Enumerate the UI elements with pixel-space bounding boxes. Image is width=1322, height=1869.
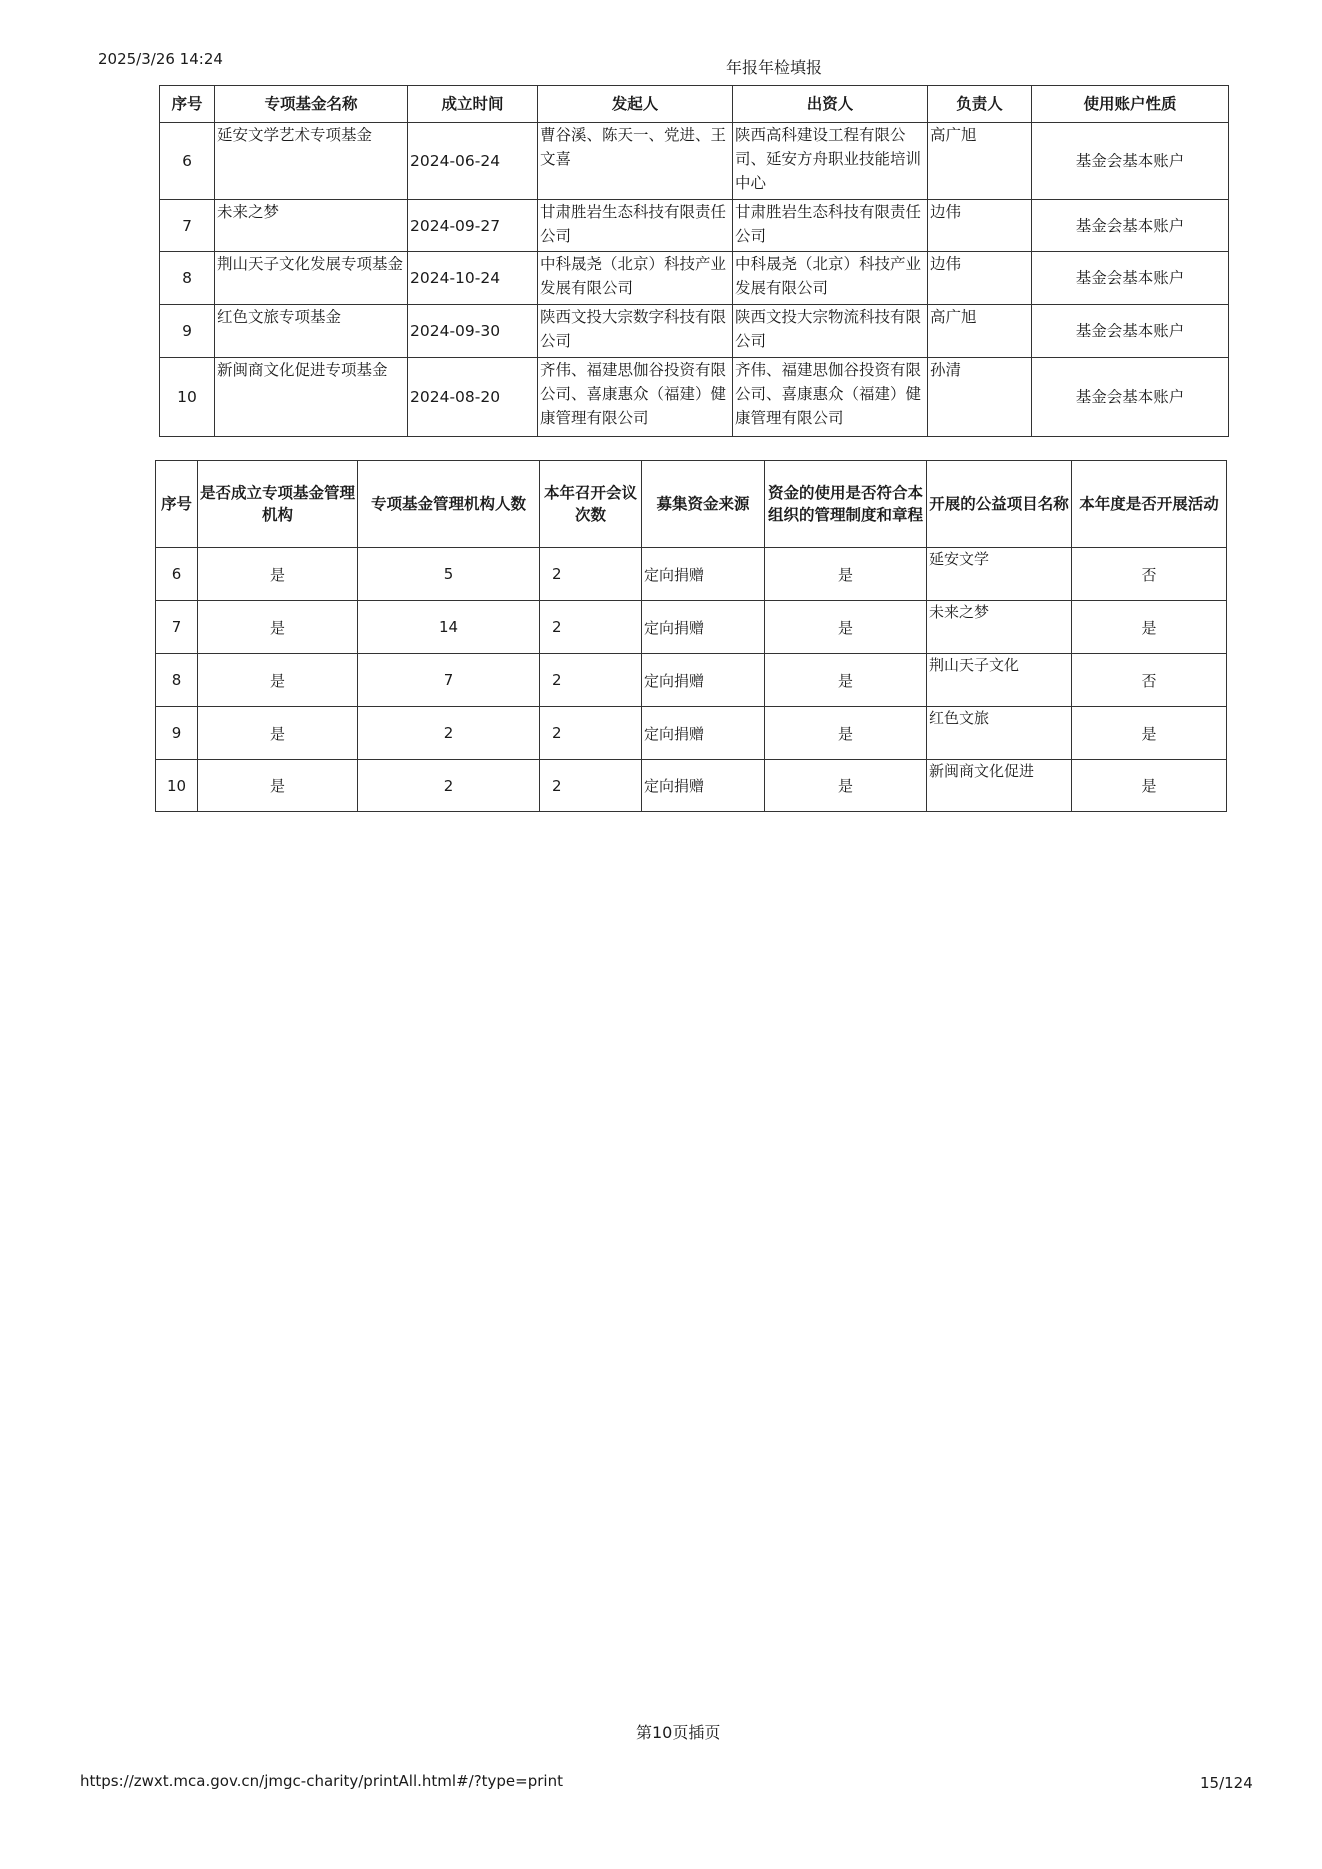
cell-project-name: 红色文旅 bbox=[927, 707, 1072, 760]
col-header: 本年召开会议次数 bbox=[540, 461, 642, 548]
col-header: 使用账户性质 bbox=[1032, 86, 1229, 123]
cell-initiator: 曹谷溪、陈天一、党进、王文喜 bbox=[538, 123, 733, 200]
table-row bbox=[160, 358, 1229, 437]
cell-compliance: 是 bbox=[765, 548, 927, 601]
col-header: 成立时间 bbox=[408, 86, 538, 123]
cell-compliance: 是 bbox=[765, 760, 927, 812]
cell-project-name: 新闽商文化促进 bbox=[927, 760, 1072, 812]
cell-fund-source: 定向捐赠 bbox=[642, 760, 765, 812]
table-header-row bbox=[156, 461, 1227, 548]
cell-account-type: 基金会基本账户 bbox=[1032, 200, 1229, 252]
col-header: 序号 bbox=[160, 86, 215, 123]
cell-fund-name: 新闽商文化促进专项基金 bbox=[215, 358, 408, 437]
cell-meetings: 2 bbox=[540, 654, 642, 707]
cell-org-members: 2 bbox=[358, 760, 540, 812]
table-row bbox=[160, 305, 1229, 358]
cell-fund-name: 延安文学艺术专项基金 bbox=[215, 123, 408, 200]
cell-manager: 孙清 bbox=[928, 358, 1032, 437]
cell-activity: 否 bbox=[1072, 654, 1227, 707]
cell-fund-name: 荆山天子文化发展专项基金 bbox=[215, 252, 408, 305]
cell-project-name: 荆山天子文化 bbox=[927, 654, 1072, 707]
cell-account-type: 基金会基本账户 bbox=[1032, 305, 1229, 358]
cell-index: 10 bbox=[160, 358, 215, 437]
cell-activity: 否 bbox=[1072, 548, 1227, 601]
cell-fund-name: 红色文旅专项基金 bbox=[215, 305, 408, 358]
cell-has-org: 是 bbox=[198, 707, 358, 760]
fund-management-table bbox=[155, 460, 1227, 812]
cell-meetings: 2 bbox=[540, 548, 642, 601]
table-row bbox=[156, 601, 1227, 654]
cell-index: 9 bbox=[156, 707, 198, 760]
cell-has-org: 是 bbox=[198, 760, 358, 812]
cell-index: 6 bbox=[160, 123, 215, 200]
cell-fund-source: 定向捐赠 bbox=[642, 707, 765, 760]
cell-fund-source: 定向捐赠 bbox=[642, 654, 765, 707]
table-row bbox=[160, 252, 1229, 305]
col-header: 负责人 bbox=[928, 86, 1032, 123]
cell-compliance: 是 bbox=[765, 601, 927, 654]
cell-funder: 甘肃胜岩生态科技有限责任公司 bbox=[733, 200, 928, 252]
cell-index: 7 bbox=[156, 601, 198, 654]
cell-date: 2024-09-30 bbox=[408, 305, 538, 358]
cell-project-name: 未来之梦 bbox=[927, 601, 1072, 654]
cell-meetings: 2 bbox=[540, 760, 642, 812]
table-row bbox=[156, 654, 1227, 707]
cell-date: 2024-10-24 bbox=[408, 252, 538, 305]
cell-meetings: 2 bbox=[540, 601, 642, 654]
page-count: 15/124 bbox=[1200, 1774, 1253, 1792]
cell-org-members: 14 bbox=[358, 601, 540, 654]
page-insert-label: 第10页插页 bbox=[636, 1723, 721, 1742]
cell-index: 10 bbox=[156, 760, 198, 812]
cell-project-name: 延安文学 bbox=[927, 548, 1072, 601]
cell-funder: 齐伟、福建思伽谷投资有限公司、喜康惠众（福建）健康管理有限公司 bbox=[733, 358, 928, 437]
cell-initiator: 齐伟、福建思伽谷投资有限公司、喜康惠众（福建）健康管理有限公司 bbox=[538, 358, 733, 437]
cell-fund-source: 定向捐赠 bbox=[642, 548, 765, 601]
cell-compliance: 是 bbox=[765, 707, 927, 760]
col-header: 开展的公益项目名称 bbox=[927, 461, 1072, 548]
table-row bbox=[156, 707, 1227, 760]
cell-manager: 高广旭 bbox=[928, 123, 1032, 200]
cell-initiator: 甘肃胜岩生态科技有限责任公司 bbox=[538, 200, 733, 252]
col-header: 是否成立专项基金管理机构 bbox=[198, 461, 358, 548]
footer-url: https://zwxt.mca.gov.cn/jmgc-charity/printAll.html#/?type=print bbox=[80, 1772, 563, 1790]
cell-compliance: 是 bbox=[765, 654, 927, 707]
cell-meetings: 2 bbox=[540, 707, 642, 760]
cell-index: 8 bbox=[156, 654, 198, 707]
cell-org-members: 2 bbox=[358, 707, 540, 760]
table-row bbox=[156, 548, 1227, 601]
cell-has-org: 是 bbox=[198, 601, 358, 654]
cell-fund-source: 定向捐赠 bbox=[642, 601, 765, 654]
cell-date: 2024-09-27 bbox=[408, 200, 538, 252]
cell-org-members: 7 bbox=[358, 654, 540, 707]
page-title: 年报年检填报 bbox=[726, 58, 823, 77]
cell-index: 6 bbox=[156, 548, 198, 601]
cell-manager: 高广旭 bbox=[928, 305, 1032, 358]
col-header: 募集资金来源 bbox=[642, 461, 765, 548]
cell-funder: 陕西高科建设工程有限公司、延安方舟职业技能培训中心 bbox=[733, 123, 928, 200]
cell-date: 2024-06-24 bbox=[408, 123, 538, 200]
col-header: 序号 bbox=[156, 461, 198, 548]
cell-initiator: 陕西文投大宗数字科技有限公司 bbox=[538, 305, 733, 358]
col-header: 专项基金名称 bbox=[215, 86, 408, 123]
col-header: 出资人 bbox=[733, 86, 928, 123]
cell-has-org: 是 bbox=[198, 654, 358, 707]
cell-funder: 中科晟尧（北京）科技产业发展有限公司 bbox=[733, 252, 928, 305]
cell-date: 2024-08-20 bbox=[408, 358, 538, 437]
table-row bbox=[160, 123, 1229, 200]
cell-index: 9 bbox=[160, 305, 215, 358]
cell-fund-name: 未来之梦 bbox=[215, 200, 408, 252]
cell-account-type: 基金会基本账户 bbox=[1032, 123, 1229, 200]
cell-org-members: 5 bbox=[358, 548, 540, 601]
cell-account-type: 基金会基本账户 bbox=[1032, 358, 1229, 437]
col-header: 资金的使用是否符合本组织的管理制度和章程 bbox=[765, 461, 927, 548]
table-header-row bbox=[160, 86, 1229, 123]
table-row bbox=[160, 200, 1229, 252]
cell-has-org: 是 bbox=[198, 548, 358, 601]
cell-activity: 是 bbox=[1072, 601, 1227, 654]
fund-basic-info-table bbox=[159, 85, 1229, 437]
print-datetime: 2025/3/26 14:24 bbox=[98, 50, 223, 68]
cell-manager: 边伟 bbox=[928, 200, 1032, 252]
cell-account-type: 基金会基本账户 bbox=[1032, 252, 1229, 305]
cell-funder: 陕西文投大宗物流科技有限公司 bbox=[733, 305, 928, 358]
col-header: 本年度是否开展活动 bbox=[1072, 461, 1227, 548]
cell-activity: 是 bbox=[1072, 760, 1227, 812]
cell-initiator: 中科晟尧（北京）科技产业发展有限公司 bbox=[538, 252, 733, 305]
col-header: 发起人 bbox=[538, 86, 733, 123]
cell-activity: 是 bbox=[1072, 707, 1227, 760]
table-row bbox=[156, 760, 1227, 812]
col-header: 专项基金管理机构人数 bbox=[358, 461, 540, 548]
cell-index: 7 bbox=[160, 200, 215, 252]
cell-manager: 边伟 bbox=[928, 252, 1032, 305]
cell-index: 8 bbox=[160, 252, 215, 305]
